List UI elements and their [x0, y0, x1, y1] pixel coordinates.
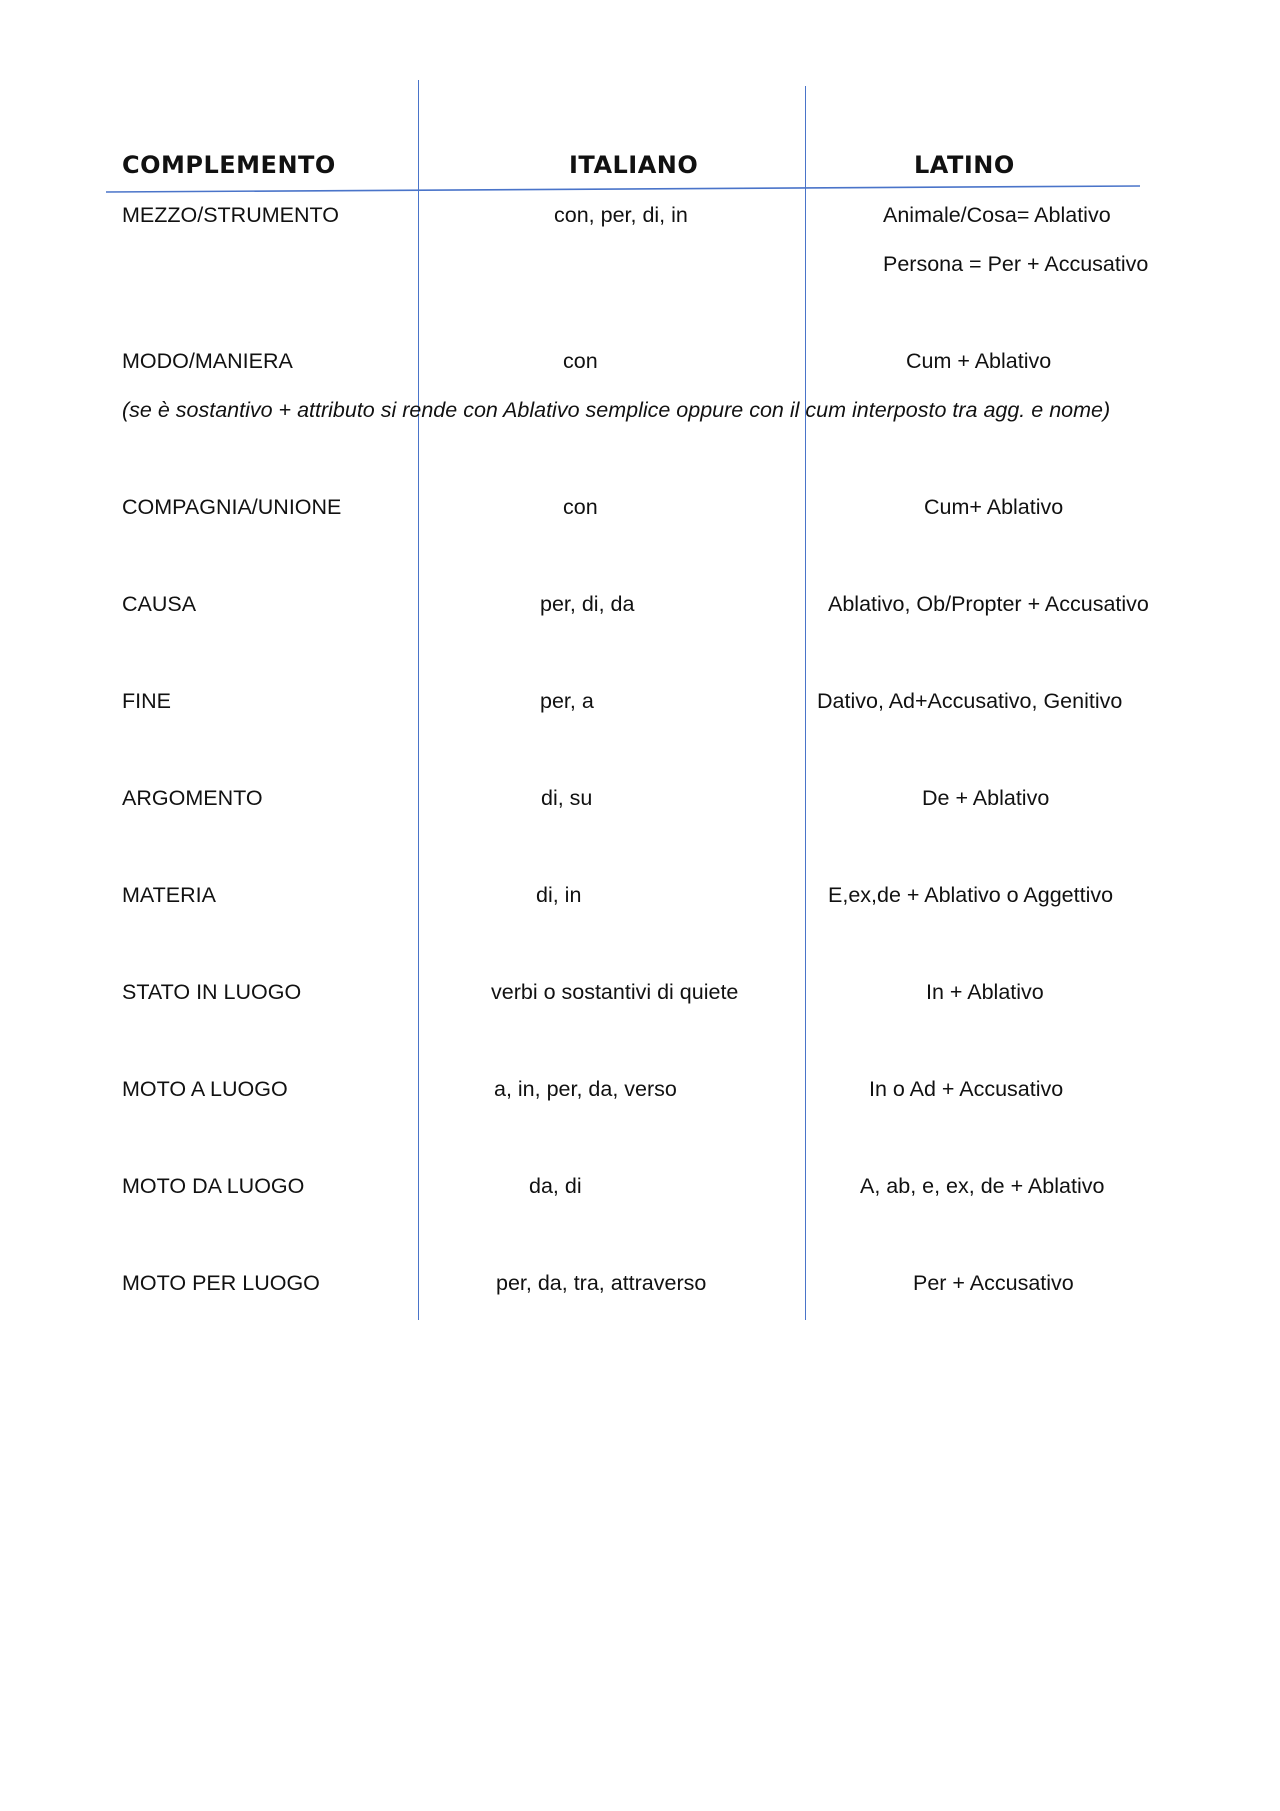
row-complemento: FINE	[122, 689, 171, 713]
row-italiano: con	[563, 495, 598, 519]
row-latino: Ablativo, Ob/Propter + Accusativo	[828, 592, 1149, 616]
row-latino: In + Ablativo	[926, 980, 1044, 1004]
row-complemento: MOTO PER LUOGO	[122, 1271, 320, 1295]
row-italiano: verbi o sostantivi di quiete	[491, 980, 739, 1004]
row-note: (se è sostantivo + attributo si rende con Ablativo semplice oppure con il cum interposto tra agg. e nome)	[122, 398, 1111, 422]
row-latino: Animale/Cosa= Ablativo	[883, 203, 1111, 227]
row-latino-extra: Persona = Per + Accusativo	[883, 252, 1149, 276]
row-italiano: per, a	[540, 689, 594, 713]
row-latino: Cum + Ablativo	[906, 349, 1052, 373]
row-latino: E,ex,de + Ablativo o Aggettivo	[828, 883, 1114, 907]
row-italiano: con	[563, 349, 598, 373]
row-latino: Per + Accusativo	[913, 1271, 1074, 1295]
row-complemento: MEZZO/STRUMENTO	[122, 203, 339, 227]
header-complemento: COMPLEMENTO	[122, 151, 336, 179]
row-italiano: di, su	[541, 786, 593, 810]
row-italiano: per, di, da	[540, 592, 635, 616]
row-complemento: MATERIA	[122, 883, 216, 907]
row-complemento: MODO/MANIERA	[122, 349, 293, 373]
row-complemento: MOTO DA LUOGO	[122, 1174, 305, 1198]
column-divider-2	[805, 86, 806, 1320]
row-italiano: per, da, tra, attraverso	[496, 1271, 707, 1295]
row-italiano: di, in	[536, 883, 582, 907]
row-latino: A, ab, e, ex, de + Ablativo	[860, 1174, 1105, 1198]
header-italiano: ITALIANO	[569, 151, 699, 179]
row-complemento: ARGOMENTO	[122, 786, 263, 810]
row-italiano: con, per, di, in	[554, 203, 688, 227]
row-italiano: a, in, per, da, verso	[494, 1077, 677, 1101]
row-latino: Dativo, Ad+Accusativo, Genitivo	[817, 689, 1123, 713]
row-italiano: da, di	[529, 1174, 582, 1198]
column-divider-1	[418, 80, 419, 1320]
row-complemento: CAUSA	[122, 592, 197, 616]
row-latino: Cum+ Ablativo	[924, 495, 1064, 519]
row-latino: In o Ad + Accusativo	[869, 1077, 1064, 1101]
header-latino: LATINO	[914, 151, 1015, 179]
row-latino: De + Ablativo	[922, 786, 1050, 810]
row-complemento: STATO IN LUOGO	[122, 980, 302, 1004]
row-complemento: COMPAGNIA/UNIONE	[122, 495, 342, 519]
row-complemento: MOTO A LUOGO	[122, 1077, 288, 1101]
